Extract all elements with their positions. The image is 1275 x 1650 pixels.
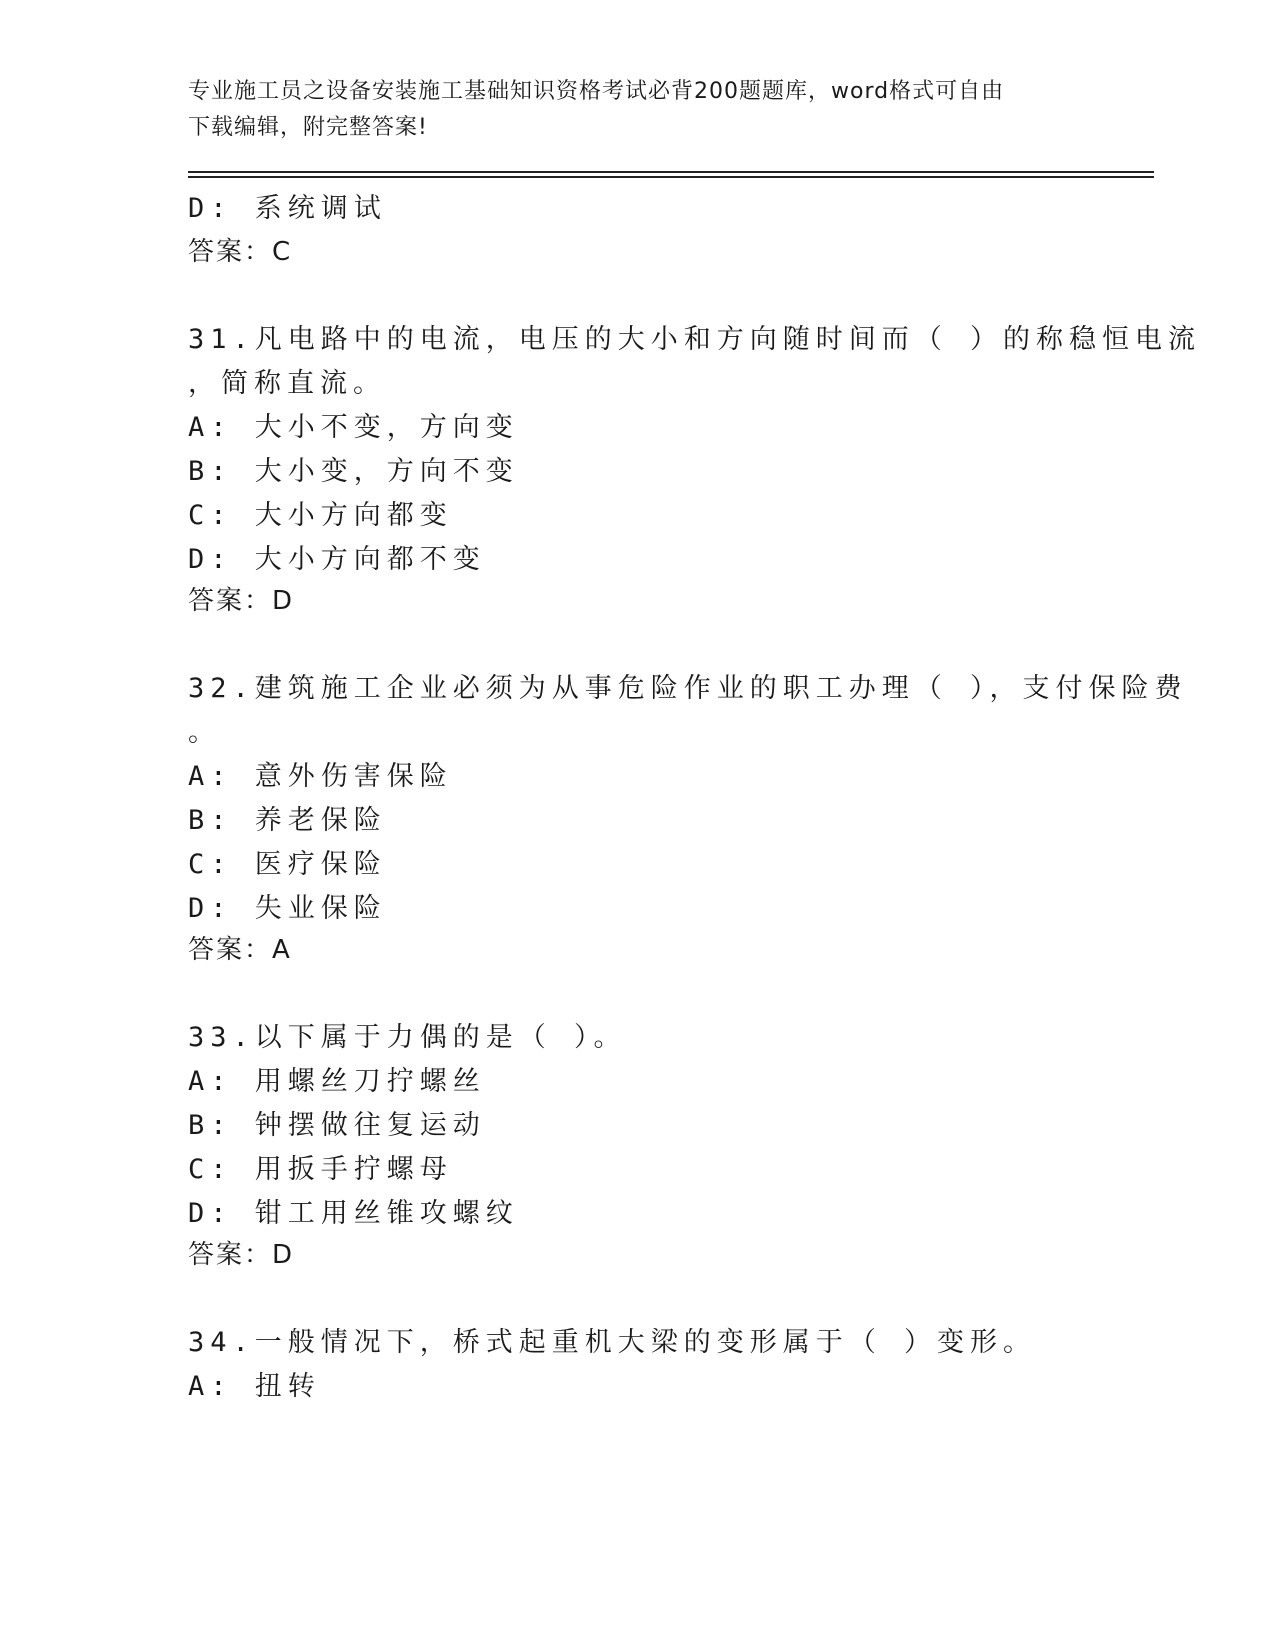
- q31-answer: 答案：D: [188, 586, 295, 616]
- prev-answer: 答案：C: [188, 237, 293, 267]
- q32-option-b: B: 养老保险: [188, 805, 387, 836]
- q32-option-d: D: 失业保险: [188, 893, 387, 924]
- q31-stem-line-2: ，简称直流。: [188, 368, 386, 399]
- q31-option-b: B: 大小变，方向不变: [188, 456, 519, 487]
- prev-option-d: D: 系统调试: [188, 193, 387, 224]
- header-rule-top: [188, 171, 1154, 173]
- q31-option-c: C: 大小方向都变: [188, 500, 453, 531]
- document-header: [188, 74, 1068, 146]
- q32-stem-line-2: 。: [188, 717, 221, 748]
- header-title-line-2: 下载编辑，附完整答案!: [188, 115, 428, 140]
- q33-option-b: B: 钟摆做往复运动: [188, 1110, 486, 1141]
- q32-option-c: C: 医疗保险: [188, 849, 387, 880]
- q33-stem-line-1: 33.以下属于力偶的是（ ）。: [188, 1022, 627, 1053]
- q31-stem-line-1: 31.凡电路中的电流，电压的大小和方向随时间而（ ）的称稳恒电流: [188, 324, 1202, 355]
- header-rule-bottom: [188, 176, 1154, 178]
- q32-stem-line-1: 32.建筑施工企业必须为从事危险作业的职工办理（ ），支付保险费: [188, 673, 1188, 704]
- q33-option-a: A: 用螺丝刀拧螺丝: [188, 1066, 486, 1097]
- q32-answer: 答案：A: [188, 935, 292, 965]
- q31-option-a: A: 大小不变，方向变: [188, 412, 519, 443]
- q33-answer: 答案：D: [188, 1240, 295, 1270]
- q34-option-a: A: 扭转: [188, 1371, 321, 1402]
- q32-option-a: A: 意外伤害保险: [188, 761, 453, 792]
- header-title-line-1: 专业施工员之设备安装施工基础知识资格考试必背200题题库，word格式可自由: [188, 79, 1005, 104]
- q31-option-d: D: 大小方向都不变: [188, 544, 486, 575]
- q34-stem-line-1: 34.一般情况下，桥式起重机大梁的变形属于（ ）变形。: [188, 1327, 1037, 1358]
- q33-option-c: C: 用扳手拧螺母: [188, 1154, 453, 1185]
- q33-option-d: D: 钳工用丝锥攻螺纹: [188, 1198, 519, 1229]
